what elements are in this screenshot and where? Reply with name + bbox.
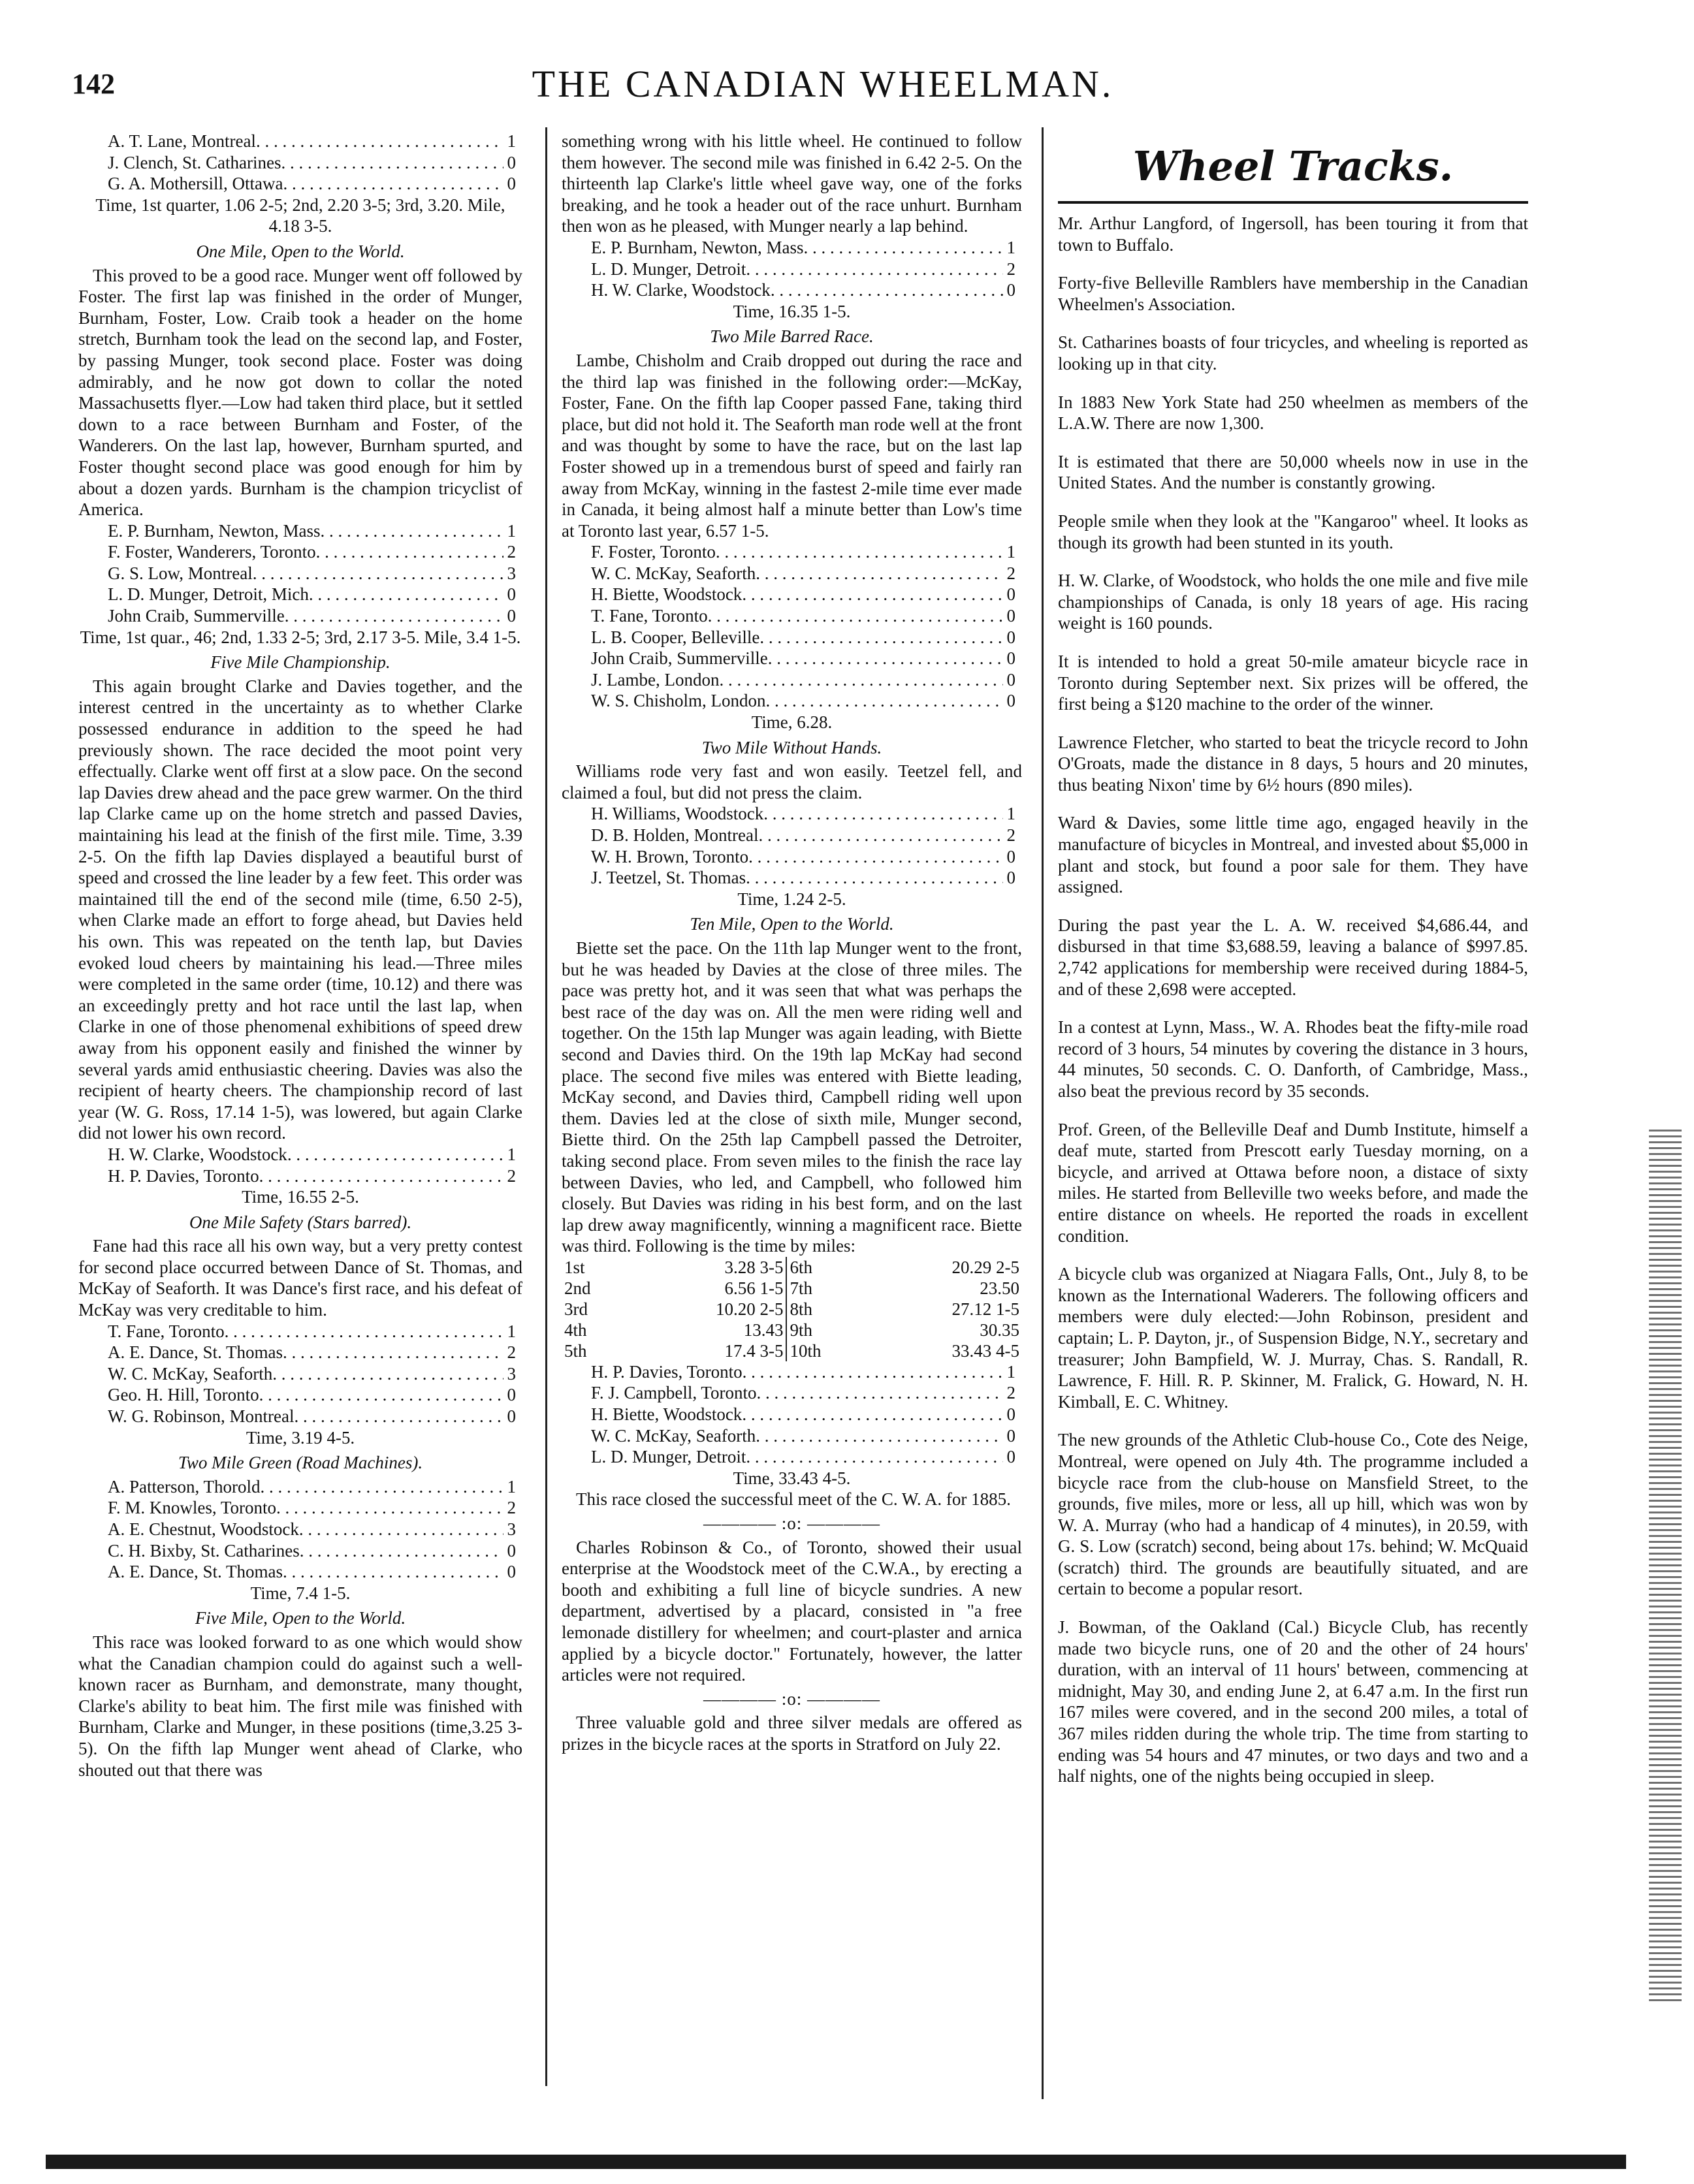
result-row	[78, 1497, 522, 1519]
split-time: 3.28 3-5	[724, 1257, 784, 1277]
leader-dots	[283, 1561, 503, 1583]
result-row	[78, 131, 522, 152]
news-item: Forty-five Belleville Ramblers have membership in the Canadian Wheelmen's Association.	[1058, 273, 1528, 314]
news-item: Prof. Green, of the Belleville Deaf and Dumb Institute, himself a deaf mute, started from Prescott early Tuesday morning, on a bicycle, and arrived at Ottawa before noon, a distace of sixty miles. He started from Belleville two weeks before, and made the entire distance on wheels. He reported the roads in excellent condition.	[1058, 1119, 1528, 1246]
results-list	[78, 1321, 522, 1427]
placing: 0	[1006, 627, 1015, 647]
result-row	[562, 237, 1022, 259]
leader-dots	[281, 152, 503, 174]
publication-title: THE CANADIAN WHEELMAN.	[532, 63, 1114, 105]
leader-dots	[276, 1497, 503, 1519]
news-item: Mr. Arthur Langford, of Ingersoll, has been touring it from that town to Buffalo.	[1058, 214, 1528, 255]
leader-dots	[708, 605, 1003, 627]
split-time: 6.56 1-5	[724, 1278, 784, 1298]
split-row	[562, 1278, 1022, 1299]
separator-mark: :o:	[781, 1688, 803, 1709]
result-row	[562, 1382, 1022, 1404]
result-row	[78, 1519, 522, 1540]
result-row	[78, 1165, 522, 1187]
race-heading: Five Mile Championship.	[210, 652, 391, 673]
result-row	[78, 1476, 522, 1498]
rider-name: T. Fane, Toronto	[108, 1321, 225, 1341]
race-heading: Two Mile Barred Race.	[710, 326, 874, 347]
placing: 2	[507, 542, 516, 562]
race-time: Time, 16.55 2-5.	[242, 1187, 359, 1207]
result-row	[78, 1321, 522, 1342]
leader-dots	[804, 237, 1003, 259]
rider-name: H. Williams, Woodstock	[591, 804, 764, 824]
result-row	[562, 259, 1022, 280]
split-row	[562, 1320, 1022, 1340]
placing: 2	[1006, 563, 1015, 583]
result-row	[562, 279, 1022, 301]
leader-dots	[272, 1363, 503, 1385]
placing: 0	[1006, 584, 1015, 605]
news-item: It is intended to hold a great 50-mile amateur bicycle race in Toronto during September next. Six prizes will be offered, the first being a $120 machine to the order of the winner.	[1058, 651, 1528, 714]
split-mile: 1st	[564, 1257, 585, 1277]
rider-name: L. B. Cooper, Belleville	[591, 627, 760, 647]
leader-dots	[742, 584, 1002, 605]
split-mile: 8th	[786, 1299, 866, 1320]
placing: 1	[507, 1476, 516, 1496]
result-row	[562, 648, 1022, 669]
rider-name: F. M. Knowles, Toronto	[108, 1498, 276, 1518]
placing: 1	[1006, 804, 1015, 824]
rider-name: D. B. Holden, Montreal	[591, 825, 759, 845]
race-time: Time, 6.28.	[751, 712, 833, 733]
result-row	[562, 1425, 1022, 1447]
result-row	[78, 1406, 522, 1427]
race-report: Lambe, Chisholm and Craib dropped out during the race and the third lap was finished in the following order:—McKay, Foster, Fane. On the fifth lap Cooper passed Fane, taking third place, but did not hold it. The Seaforth man rode well at the front and was thought by some to have the race, but on the last lap Foster showed up in a tremendous burst of speed and fairly ran away from McKay, winning in the fastest 2-mile time ever made in Canada, it being almost half a minute better than Low's time at Toronto last year, 6.57 1-5.	[562, 350, 1022, 541]
rider-name: W. G. Robinson, Montreal	[108, 1406, 295, 1427]
placing: 2	[1006, 1383, 1015, 1403]
rider-name: A. T. Lane, Montreal	[108, 131, 256, 151]
split-time: 23.50	[980, 1278, 1019, 1298]
leader-dots	[748, 846, 1002, 868]
column-rule-right	[1042, 127, 1044, 2099]
placing: 1	[507, 1321, 516, 1341]
results-list	[78, 131, 522, 195]
race-report: This again brought Clarke and Davies together, and the interest centred in the uncertainty as to whether Clarke possessed endurance in addition to the speed he had previously shown. The race decided the moot point very effectually. Clarke went off first at a slow pace. On the second lap Davies drew ahead and the pace grew warmer. On the third lap Clarke came up on the home stretch and passed Davies, maintaining his lead at the finish of the first mile. Time, 3.39 2-5. On the fifth lap Davies displayed a beautiful burst of speed and crossed the line leader by a few feet. This order was maintained till the end of the second mile (time, 6.50 2-5), when Clarke made an effort to forge ahead, but Davies held his own. This was repeated on the tenth lap, but Davies evoked loud cheers by maintaining his lead.—Three miles were completed in the same order (time, 10.12) and there was an exceedingly pretty and hot race until the last lap, when Clarke in one of those phenomenal exhibitions of speed drew away from his opponent easily and finished the winner by several yards amid enthusiastic cheering. Davies was also the recipient of hearty cheers. The championship record of last year (W. G. Ross, 17.14 1-5), was lowered, but again Clarke did not lower his own record.	[78, 676, 522, 1143]
placing: 3	[507, 1363, 516, 1384]
binding-edge	[1649, 1130, 1682, 2004]
placing: 0	[507, 1562, 516, 1582]
split-time: 30.35	[980, 1320, 1019, 1340]
race-report: Williams rode very fast and won easily. Teetzel fell, and claimed a foul, but did not press the claim.	[562, 761, 1022, 802]
column-2	[562, 131, 1022, 1755]
result-row	[78, 541, 522, 563]
leader-dots	[746, 259, 1002, 280]
title-rule	[1058, 201, 1528, 204]
result-row	[562, 1446, 1022, 1468]
split-mile: 5th	[564, 1340, 587, 1361]
news-item: During the past year the L. A. W. received $4,686.44, and disbursed in that time $3,688.59, leaving a balance of $997.85. 2,742 applications for membership were received during 1884-5, and of these 2,698 were accepted.	[1058, 915, 1528, 999]
result-row	[562, 605, 1022, 627]
rider-name: F. J. Campbell, Toronto	[591, 1383, 757, 1403]
leader-dots	[719, 669, 1002, 691]
race-heading: Two Mile Without Hands.	[701, 737, 882, 757]
page-header	[72, 62, 1574, 114]
leader-dots	[300, 1540, 503, 1562]
column-rule-left	[545, 127, 547, 2086]
placing: 1	[507, 131, 516, 151]
rider-name: H. P. Davies, Toronto	[108, 1165, 259, 1186]
rider-name: John Craib, Summerville	[108, 606, 285, 626]
split-time: 33.43 4-5	[951, 1340, 1019, 1361]
result-row	[562, 541, 1022, 563]
race-time: Time, 3.19 4-5.	[246, 1427, 355, 1448]
leader-dots	[321, 520, 503, 542]
news-item: Ward & Davies, some little time ago, engaged heavily in the manufacture of bicycles in Montreal, and invested about $5,000 in plant and stock, but found a poor sale for them. They have assigned.	[1058, 813, 1528, 897]
rider-name: H. W. Clarke, Woodstock	[108, 1144, 287, 1164]
result-row	[562, 690, 1022, 712]
placing: 1	[1006, 542, 1015, 562]
leader-dots	[283, 1342, 503, 1363]
placing: 2	[1006, 825, 1015, 845]
leader-dots	[283, 173, 503, 195]
result-row	[562, 627, 1022, 648]
split-mile: 2nd	[564, 1278, 591, 1298]
news-item: J. Bowman, of the Oakland (Cal.) Bicycle Club, has recently made two bicycle runs, one of 20 and the other of 24 hours' duration, with an interval of 11 hours' between, commencing at midnight, May 30, and ending June 2, at 6.47 a.m. In the first run 167 miles were covered, and in the second 200 miles, a total of 367 miles ridden during the whole trip. The time from starting to ending was 54 hours and 47 minutes, or two days and two and a half nights, one of the nights being occupied in sleep.	[1058, 1617, 1528, 1786]
placing: 0	[507, 606, 516, 626]
placing: 0	[507, 174, 516, 194]
rider-name: W. S. Chisholm, London	[591, 691, 766, 711]
news-item: Lawrence Fletcher, who started to beat the tricycle record to John O'Groats, made the distance in 8 days, 5 hours and 20 minutes, thus beating Nixon' time by 6½ hours (890 miles).	[1058, 732, 1528, 795]
placing: 0	[507, 584, 516, 605]
rider-name: F. Foster, Wanderers, Toronto	[108, 542, 316, 562]
rider-name: H. Biette, Woodstock	[591, 1404, 743, 1425]
split-row	[562, 1299, 1022, 1320]
leader-dots	[259, 1384, 503, 1406]
race-time: Time, 16.35 1-5.	[733, 301, 851, 321]
leader-dots	[256, 131, 503, 152]
rider-name: H. Biette, Woodstock	[591, 584, 743, 605]
rider-name: H. P. Davies, Toronto	[591, 1361, 743, 1382]
result-row	[562, 584, 1022, 605]
leader-dots	[287, 1144, 503, 1165]
results-list	[562, 237, 1022, 301]
race-report-continued: something wrong with his little wheel. He continued to follow them however. The second mile was finished in 6.42 2-5. On the thirteenth lap Clarke's little wheel gave way, one of the forks breaking, and he took a header out of the race unhurt. Burnham then won as he pleased, with Munger nearly a lap behind.	[562, 131, 1022, 236]
leader-dots	[743, 1361, 1003, 1383]
placing: 1	[507, 1144, 516, 1164]
section-title: Wheel Tracks.	[1132, 142, 1454, 190]
news-item: St. Catharines boasts of four tricycles, and wheeling is reported as looking up in that city.	[1058, 332, 1528, 373]
race-time: Time, 33.43 4-5.	[733, 1468, 851, 1488]
result-row	[562, 669, 1022, 691]
race-time: Time, 7.4 1-5.	[250, 1583, 351, 1603]
placing: 0	[1006, 606, 1015, 626]
news-item: People smile when they look at the "Kangaroo" wheel. It looks as though its growth had been stunted in its youth.	[1058, 511, 1528, 552]
result-row	[78, 1144, 522, 1165]
split-times-table	[562, 1257, 1022, 1361]
rider-name: J. Lambe, London	[591, 669, 720, 689]
result-row	[78, 1342, 522, 1363]
placing: 0	[507, 152, 516, 172]
leader-dots	[756, 1382, 1002, 1404]
race-report: This race was looked forward to as one which would show what the Canadian champion could do against such a well-known racer as Burnham, and demonstrate, many thought, Clarke's ability to beat him. The first mile was finished with Burnham, Clarke and Munger, in these positions (time,3.25 3-5). On the fifth lap Munger went ahead of Clarke, who shouted out that there was	[78, 1632, 522, 1780]
leader-dots	[759, 627, 1002, 648]
rider-name: John Craib, Summerville	[591, 648, 768, 669]
rider-name: L. D. Munger, Detroit	[591, 259, 746, 279]
split-row	[562, 1340, 1022, 1361]
rider-name: A. E. Chestnut, Woodstock	[108, 1519, 299, 1539]
leader-dots	[771, 279, 1003, 301]
placing: 0	[1006, 846, 1015, 866]
split-time: 13.43	[743, 1320, 784, 1340]
rider-name: E. P. Burnham, Newton, Mass	[591, 237, 804, 257]
leader-dots	[746, 1446, 1002, 1468]
result-row	[562, 1404, 1022, 1425]
leader-dots	[766, 690, 1003, 712]
rider-name: W. C. McKay, Seaforth	[591, 563, 756, 583]
result-row	[562, 563, 1022, 584]
placing: 0	[1006, 280, 1015, 300]
result-row	[78, 584, 522, 605]
placing: 0	[1006, 691, 1015, 711]
results-list	[78, 1144, 522, 1186]
leader-dots	[316, 541, 503, 563]
split-mile: 9th	[786, 1320, 866, 1340]
leader-dots	[253, 563, 503, 584]
rider-name: L. D. Munger, Detroit	[591, 1447, 746, 1467]
leader-dots	[763, 803, 1002, 825]
race-heading: One Mile, Open to the World.	[196, 241, 405, 261]
rider-name: Geo. H. Hill, Toronto	[108, 1385, 259, 1405]
results-list	[562, 541, 1022, 712]
race-time: Time, 1st quar., 46; 2nd, 1.33 2-5; 3rd, 2.17 3-5. Mile, 3.4 1-5.	[80, 627, 521, 647]
rider-name: L. D. Munger, Detroit, Mich	[108, 584, 309, 605]
placing: 2	[1006, 259, 1015, 279]
result-row	[78, 1540, 522, 1562]
split-time: 20.29 2-5	[951, 1257, 1019, 1277]
leader-dots	[716, 541, 1003, 563]
split-row	[562, 1257, 1022, 1278]
rider-name: W. C. McKay, Seaforth	[108, 1363, 273, 1384]
result-row	[78, 605, 522, 627]
result-row	[78, 1363, 522, 1385]
leader-dots	[756, 563, 1002, 584]
rider-name: W. C. McKay, Seaforth	[591, 1425, 756, 1446]
placing: 0	[1006, 1425, 1015, 1446]
news-items	[1058, 213, 1528, 1787]
results-list	[562, 1361, 1022, 1468]
placing: 0	[1006, 648, 1015, 669]
news-note: Three valuable gold and three silver medals are offered as prizes in the bicycle races at the sports in Stratford on July 22.	[562, 1713, 1022, 1754]
rider-name: H. W. Clarke, Woodstock	[591, 280, 771, 300]
placing: 2	[507, 1342, 516, 1363]
result-row	[562, 803, 1022, 825]
split-time: 27.12 1-5	[951, 1299, 1019, 1319]
race-heading: One Mile Safety (Stars barred).	[189, 1212, 412, 1232]
news-item: The new grounds of the Athletic Club-house Co., Cote des Neige, Montreal, were opened on July 4th. The programme included a bicycle race from the club-house on Mansfield Street, to the grounds, five miles, more or less, all up hill, which was won by W. A. Murray (who had a handicap of 4 minutes), in 20.59, with G. S. Low (scratch) second, being about 17s. behind; W. McQuaid (scratch) third. The grounds are beautifully situated, and are certain to become a popular resort.	[1058, 1430, 1528, 1599]
closing-note: This race closed the successful meet of the C. W. A. for 1885.	[576, 1489, 1011, 1510]
placing: 3	[507, 1519, 516, 1539]
split-mile: 3rd	[564, 1299, 588, 1319]
placing: 0	[1006, 1447, 1015, 1467]
race-heading: Five Mile, Open to the World.	[195, 1608, 406, 1628]
rider-name: A. E. Dance, St. Thomas	[108, 1562, 283, 1582]
news-item: In a contest at Lynn, Mass., W. A. Rhodes beat the fifty-mile road record of 3 hours, 54 minutes by covering the distance in 3 hours, 44 minutes, 50 seconds. C. O. Danforth, of Cambridge, Mass., also beat the previous record by 35 seconds.	[1058, 1017, 1528, 1101]
placing: 2	[507, 1498, 516, 1518]
placing: 1	[1006, 1361, 1015, 1382]
split-time: 10.20 2-5	[715, 1299, 784, 1319]
news-item: In 1883 New York State had 250 wheelmen as members of the L.A.W. There are now 1,300.	[1058, 392, 1528, 434]
results-list	[78, 520, 522, 627]
result-row	[562, 1361, 1022, 1383]
race-heading: Two Mile Green (Road Machines).	[178, 1453, 423, 1473]
split-mile: 6th	[786, 1257, 866, 1278]
news-item: H. W. Clarke, of Woodstock, who holds the one mile and five mile championships of Canada, is only 18 years of age. His racing weight is 160 pounds.	[1058, 571, 1528, 633]
result-row	[562, 825, 1022, 846]
results-list	[78, 1476, 522, 1583]
rider-name: E. P. Burnham, Newton, Mass	[108, 520, 321, 541]
result-row	[78, 152, 522, 174]
bottom-border	[46, 2155, 1626, 2169]
placing: 0	[1006, 669, 1015, 689]
column-1	[78, 131, 522, 1780]
result-row	[78, 173, 522, 195]
news-item: A bicycle club was organized at Niagara Falls, Ont., July 8, to be known as the International Waderers. The following officers and members were duly elected:—John Robinson, president and captain; L. P. Dayton, jr., of Suspension Bidge, N.Y., secretary and treasurer; John Bampfield, W. J. Murray, Chas. S. Randall, R. Lawrence, F. Hill. R. P. Skinner, M. Fralick, G. Howard, N. H. Kimball, E. C. Whitney.	[1058, 1264, 1528, 1412]
leader-dots	[309, 584, 503, 605]
split-mile: 4th	[564, 1320, 587, 1340]
race-report: Fane had this race all his own way, but a very pretty contest for second place occurred between Dance of St. Thomas, and McKay of Seaforth. It was Dance's first race, and his defeat of McKay was very creditable to him.	[78, 1236, 522, 1320]
split-time: 17.4 3-5	[724, 1340, 784, 1361]
placing: 0	[507, 1540, 516, 1560]
leader-dots	[295, 1406, 503, 1427]
rider-name: G. S. Low, Montreal	[108, 563, 253, 583]
leader-dots	[756, 1425, 1002, 1447]
placing: 1	[507, 520, 516, 541]
rider-name: J. Clench, St. Catharines	[108, 152, 281, 172]
rider-name: G. A. Mothersill, Ottawa	[108, 174, 283, 194]
rider-name: J. Teetzel, St. Thomas	[591, 868, 746, 888]
leader-dots	[746, 867, 1002, 889]
result-row	[562, 867, 1022, 889]
placing: 0	[507, 1385, 516, 1405]
rider-name: F. Foster, Toronto	[591, 542, 716, 562]
separator-mark: :o:	[781, 1513, 803, 1534]
race-time: Time, 1.24 2-5.	[737, 889, 846, 909]
leader-dots	[259, 1165, 503, 1187]
leader-dots	[260, 1476, 503, 1498]
leader-dots	[768, 648, 1003, 669]
rider-name: C. H. Bixby, St. Catharines	[108, 1540, 300, 1560]
placing: 1	[1006, 237, 1015, 257]
result-row	[562, 846, 1022, 868]
split-mile: 10th	[786, 1340, 866, 1361]
placing: 0	[1006, 868, 1015, 888]
race-heading: Ten Mile, Open to the World.	[690, 914, 894, 934]
rider-name: A. Patterson, Thorold	[108, 1476, 261, 1496]
page-number: 142	[72, 68, 115, 100]
results-list	[562, 803, 1022, 888]
rider-name: A. E. Dance, St. Thomas	[108, 1342, 283, 1363]
rider-name: T. Fane, Toronto	[591, 606, 708, 626]
split-mile: 7th	[786, 1278, 866, 1299]
placing: 0	[1006, 1404, 1015, 1425]
leader-dots	[758, 825, 1002, 846]
result-row	[78, 520, 522, 542]
section-separator: ———— :o: ————	[703, 1513, 880, 1534]
leader-dots	[285, 605, 503, 627]
placing: 2	[507, 1165, 516, 1186]
race-time: Time, 1st quarter, 1.06 2-5; 2nd, 2.20 3-5; 3rd, 3.20. Mile, 4.18 3-5.	[95, 195, 505, 236]
placing: 0	[507, 1406, 516, 1427]
race-report: Biette set the pace. On the 11th lap Munger went to the front, but he was headed by Davies at the close of three miles. The pace was pretty hot, and it was seen that what was perhaps the best race of the day was on. All the men were riding well and together. On the 15th lap Munger was again leading, with Biette second and Davies third. On the 19th lap McKay had second place. The second five miles was entered with Biette leading, McKay second, and Davies third, Campbell riding well upon them. Davies led at the close of sixth mile, Munger second, Biette third. On the 25th lap Campbell passed the Detroiter, taking second place. From seven miles to the finish the race lay between Davies, who led, and Campbell, who followed him closely. But Davies was riding in his best form, and on the last lap drew away magnificently, winning a magnificent race. Biette was third. Following is the time by miles:	[562, 938, 1022, 1256]
column-3	[1058, 131, 1528, 1804]
section-separator: ———— :o: ————	[703, 1688, 880, 1709]
leader-dots	[742, 1404, 1002, 1425]
result-row	[78, 1561, 522, 1583]
rider-name: W. H. Brown, Toronto	[591, 846, 749, 866]
news-note: Charles Robinson & Co., of Toronto, showed their usual enterprise at the Woodstock meet of the C.W.A., by erecting a booth and exhibiting a full line of bicycle sundries. A new department, advertised by a placard, consisted in "a free lemonade distillery for wheelmen; and court-plaster and arnica applied by a bicycle doctor." Fortunately, however, the latter articles were not required.	[562, 1537, 1022, 1685]
news-item: It is estimated that there are 50,000 wheels now in use in the United States. And the number is constantly growing.	[1058, 451, 1528, 493]
race-report: This proved to be a good race. Munger went off followed by Foster. The first lap was finished in the order of Munger, Burnham, Foster, Low. Craib took a header on the home stretch, Burnham took the lead on the second lap, and Foster, by passing Munger, took second place. Foster was doing admirably, and he now got down to collar the noted Massachusetts flyer.—Low had taken third place, but it settled down to a race between Burnham and Foster, of the Wanderers. On the last lap, however, Burnham spurted, and Foster thought second place was good enough for him by about a dozen yards. Burnham is the champion tricyclist of America.	[78, 265, 522, 520]
result-row	[78, 1384, 522, 1406]
leader-dots	[299, 1519, 503, 1540]
leader-dots	[225, 1321, 503, 1342]
result-row	[78, 563, 522, 584]
placing: 3	[507, 563, 516, 583]
